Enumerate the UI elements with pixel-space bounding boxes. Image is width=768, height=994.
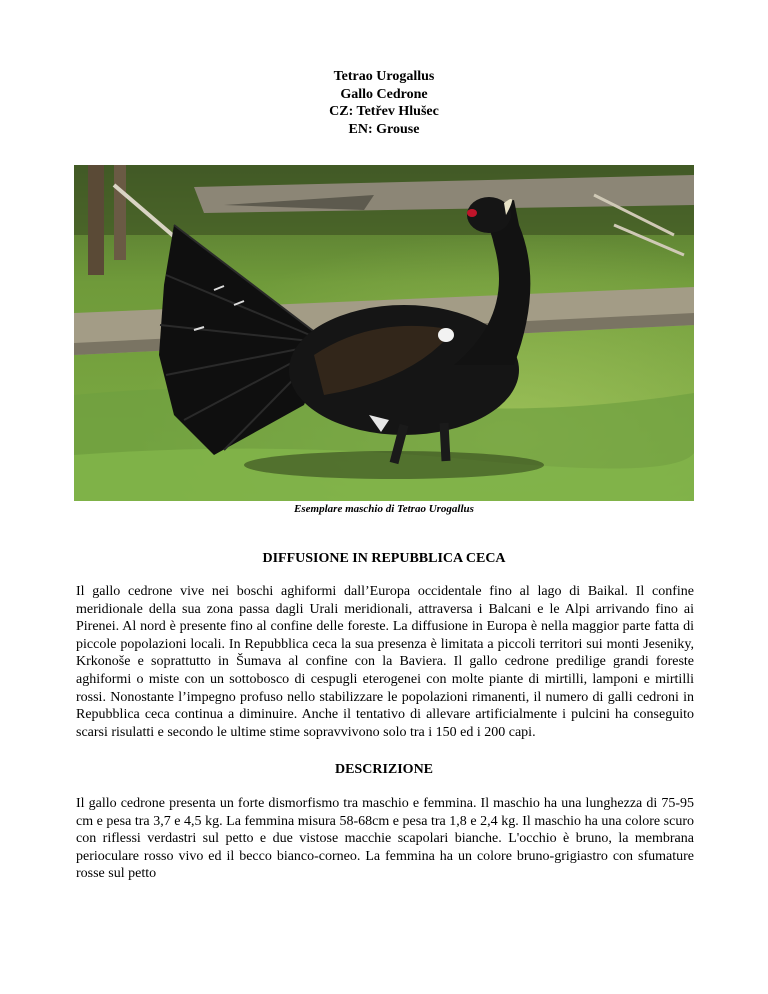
section-heading-diffusione: DIFFUSIONE IN REPUBBLICA CECA — [262, 551, 506, 566]
title-block — [0, 68, 768, 138]
grouse-photo — [74, 165, 694, 501]
section-heading-descrizione: DESCRIZIONE — [334, 762, 434, 777]
title-italian-name: Gallo Cedrone — [340, 86, 428, 102]
section-body-descrizione: Il gallo cedrone presenta un forte dismorfismo tra maschio e femmina. Il maschio ha una lunghezza di 75-95 cm e pesa tra 3,7 e 4,5 kg. La femmina misura 58-68cm e pesa tra 1,8 e 2,4 kg. Il maschio ha una colore scuro con riflessi verdastri sul petto e due vistose macchie scapolari bianche. L'occhio è bruno, la membrana perioculare rosso vivo ed il becco bianco-corneo. La femmina ha un colore bruno-grigiastro con sfumature rosse sul petto — [76, 796, 694, 882]
title-english-name: EN: Grouse — [348, 121, 420, 137]
title-czech-name: CZ: Tetřev Hlušec — [329, 104, 439, 119]
figure-caption: Esemplare maschio di Tetrao Urogallus — [294, 503, 474, 515]
section-body-diffusione: Il gallo cedrone vive nei boschi aghiformi dall’Europa occidentale fino al lago di Baikal. Il confine meridionale della sua zona passa dagli Urali meridionali, attraversa i Balcani e le Alpi arrivando fino ai Pirenei. Al nord è presente fino al confine delle foreste. La diffusione in Europa è nella maggior parte fatta di piccole popolazioni locali. In Repubblica ceca la sua presenza è limitata a piccoli territori sui monti Jeseniky, Krkonoše e soprattutto in Šumava al confine con la Baviera. Il gallo cedrone predilige grandi foreste aghiformi o miste con un sottobosco di cespugli eterogenei con molte piante di mirtilli, lamponi e mirtilli rossi. Nonostante l’impegno profuso nello stabilizzare le popolazioni rimanenti, il numero di galli cedroni in Repubblica ceca continua a diminuire. Anche il tentativo di allevare artificialmente i pulcini ha conseguito scarsi risulatti e secondo le ultime stime sopravvivono solo tra i 150 ed i 200 capi. — [76, 584, 694, 740]
title-scientific-name: Tetrao Urogallus — [333, 69, 435, 84]
